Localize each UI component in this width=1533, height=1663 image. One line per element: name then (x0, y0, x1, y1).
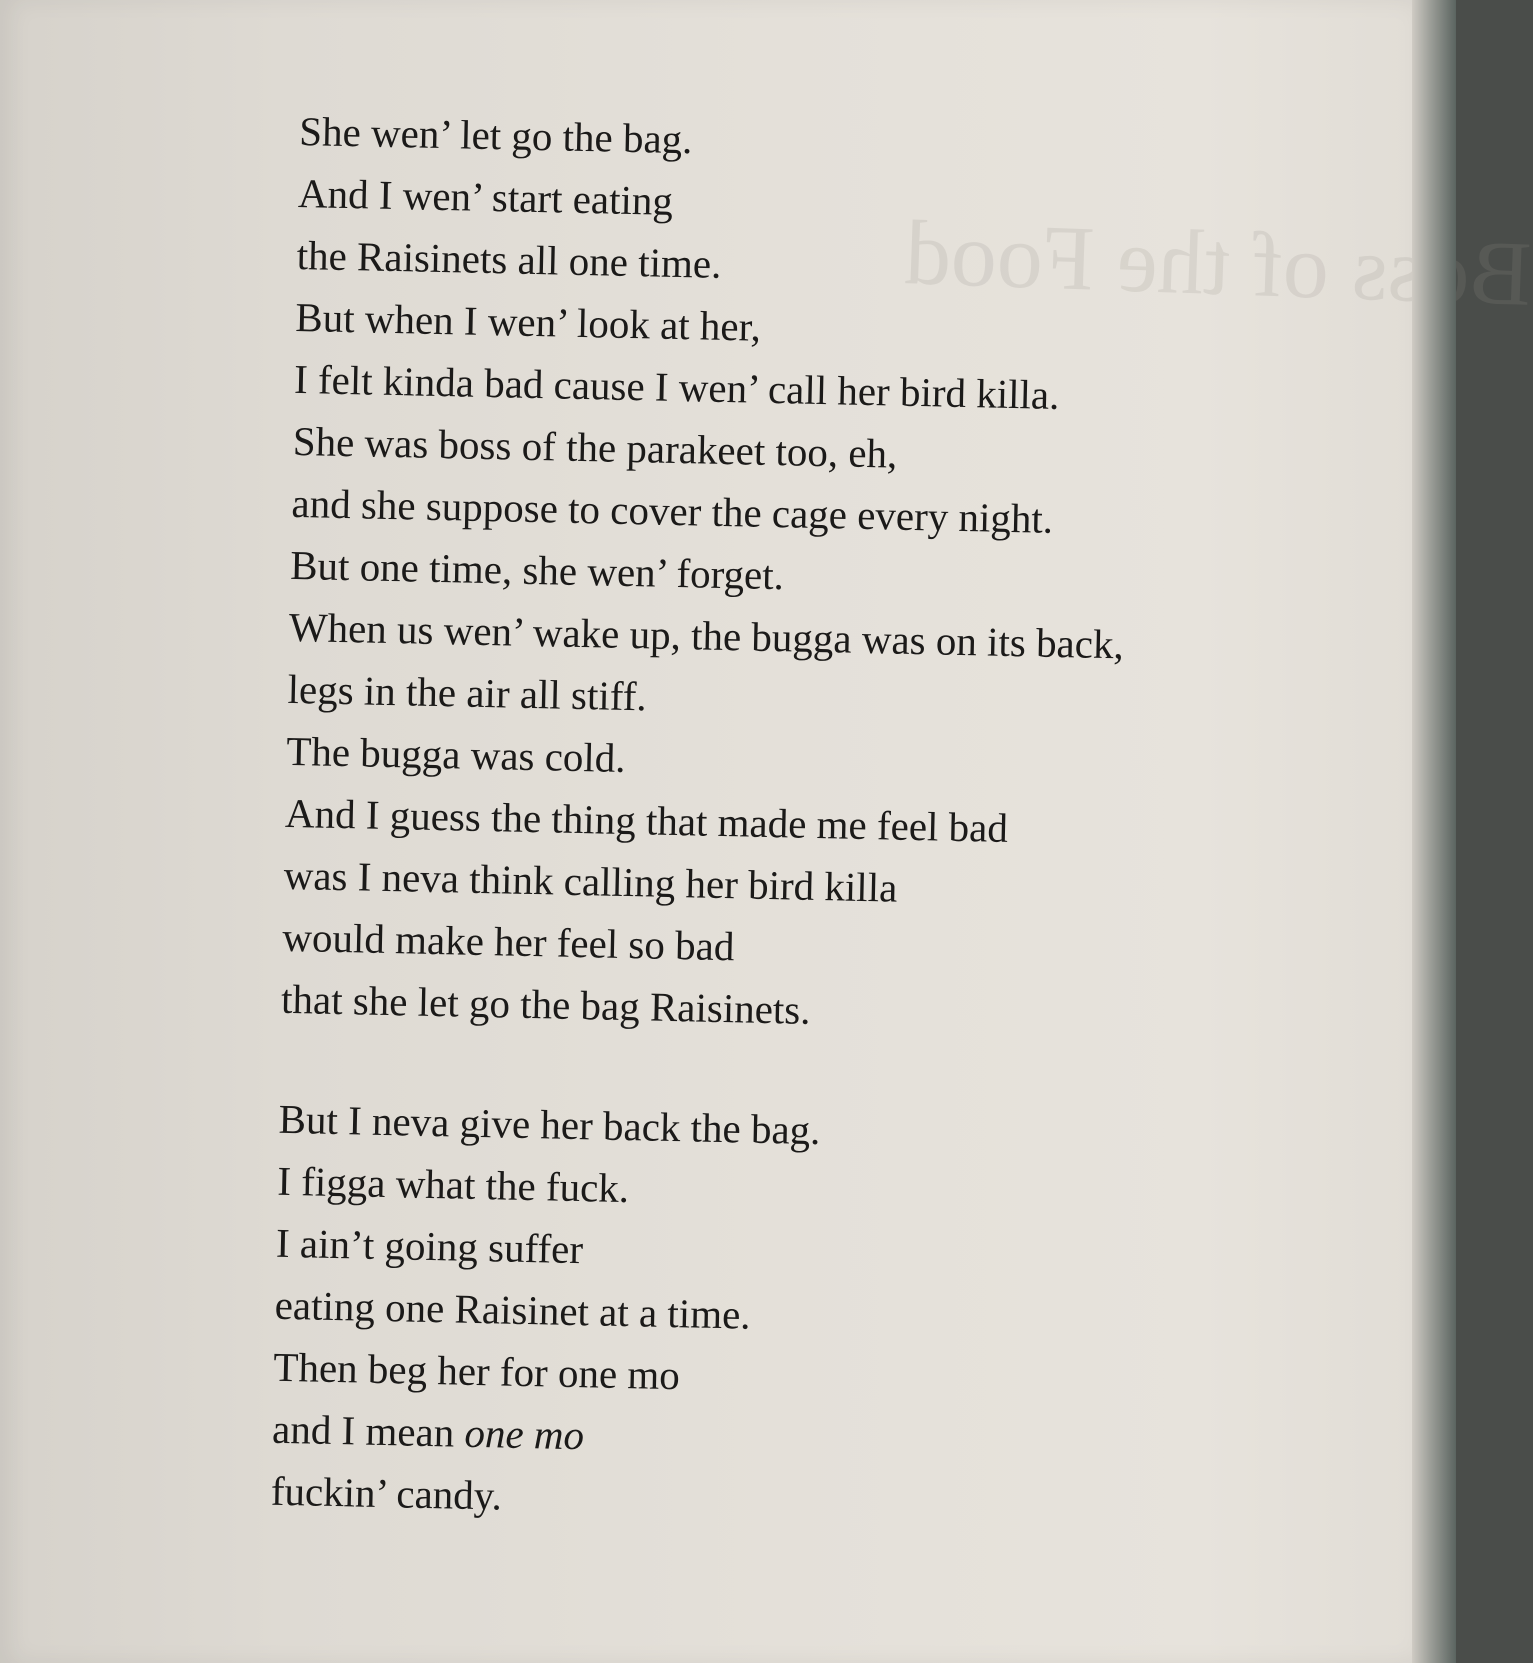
poem-line: The bugga was cold. (285, 727, 627, 781)
poem-line: And I wen’ start eating (297, 169, 674, 224)
poem-line: fuckin’ candy. (270, 1467, 503, 1519)
poem-line: that she let go the bag Raisinets. (280, 975, 812, 1033)
poem-line: was I neva think calling her bird killa (283, 851, 898, 911)
poem (270, 100, 1380, 1544)
poem-line: But one time, she wen’ forget. (289, 541, 785, 599)
poem-line: I figga what the fuck. (276, 1157, 630, 1212)
stanza-2 (270, 1088, 1359, 1545)
poem-line: legs in the air all stiff. (287, 665, 648, 720)
poem-line: She was boss of the parakeet too, eh, (292, 417, 898, 477)
emphasized-text: one mo (464, 1409, 585, 1459)
poem-line-text: and I mean (271, 1405, 455, 1456)
poem-line: But when I wen’ look at her, (294, 293, 762, 350)
poem-line: I felt kinda bad cause I wen’ call her bird killa. (293, 355, 1060, 418)
poem-line: When us wen’ wake up, the bugga was on its back, (288, 603, 1125, 668)
poem-line: And I guess the thing that made me feel bad (284, 789, 1009, 851)
poem-line: would make her feel so bad (281, 913, 735, 970)
page-edge (1412, 0, 1456, 1663)
stanza-1 (281, 100, 1380, 1052)
show-through-title: Boss of the Food (903, 201, 1533, 325)
poem-line: eating one Raisinet at a time. (274, 1281, 752, 1338)
poem-line: and she suppose to cover the cage every night. (291, 479, 1054, 542)
poem-line: Then beg her for one mo (272, 1343, 681, 1399)
poem-line: She wen’ let go the bag. (298, 107, 693, 163)
poem-line: But I neva give her back the bag. (278, 1095, 821, 1154)
poem-line: the Raisinets all one time. (296, 231, 722, 287)
poem-line: I ain’t going suffer (275, 1219, 584, 1273)
